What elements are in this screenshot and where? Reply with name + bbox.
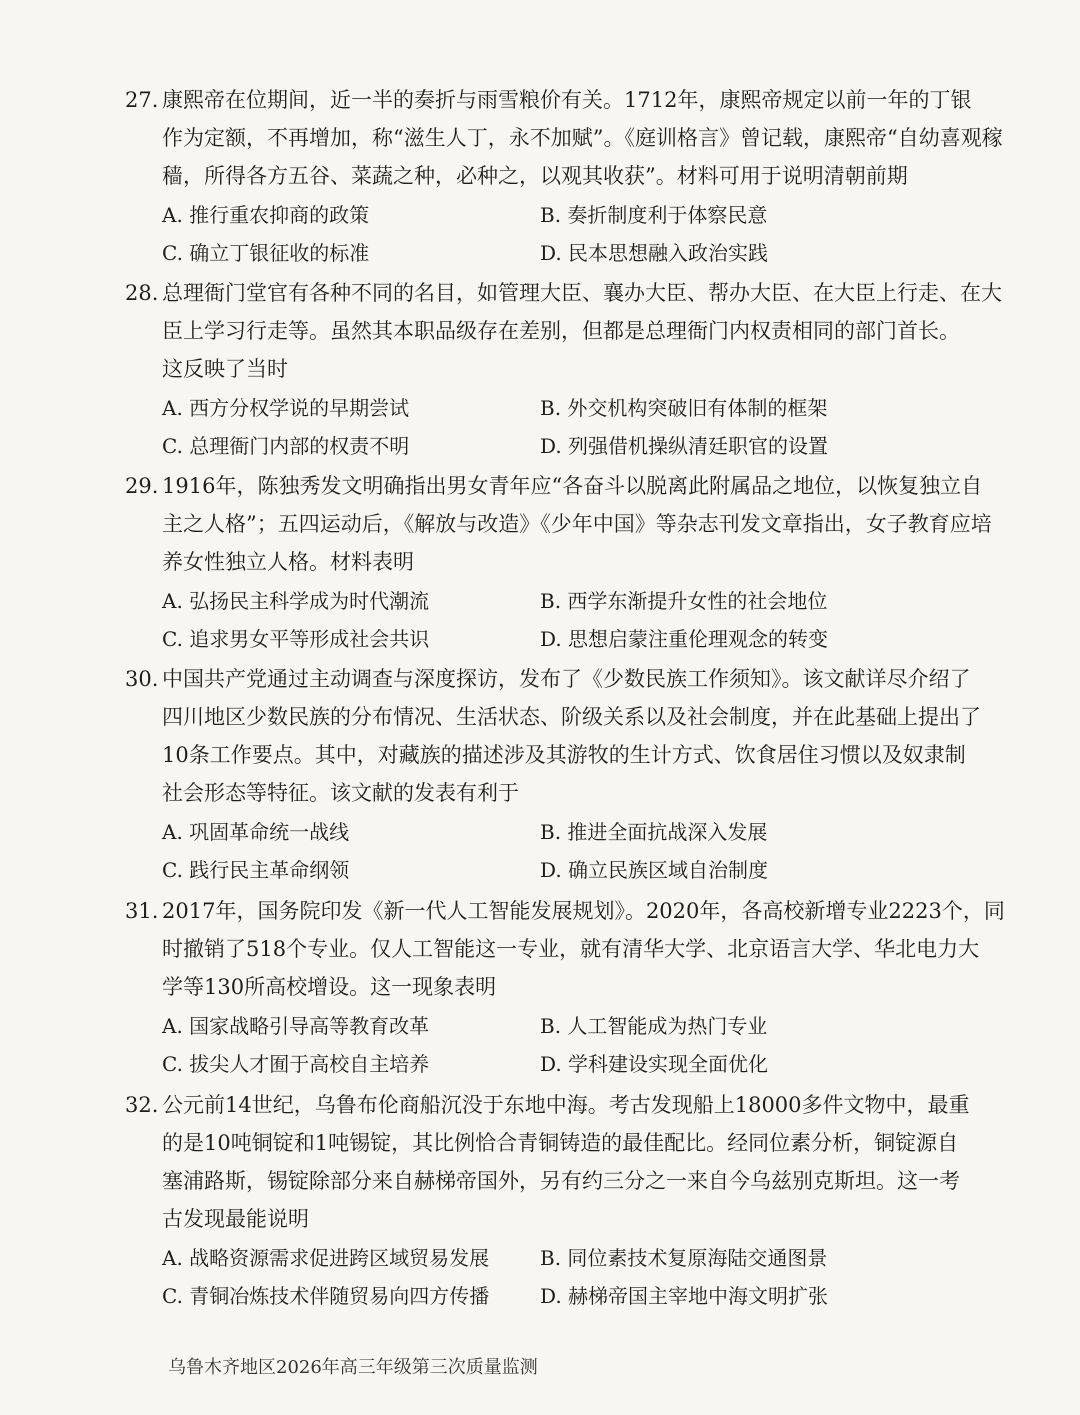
question-stem-line: 主之人格”；五四运动后，《解放与改造》《少年中国》等杂志刊发文章指出，女子教育应培 [162, 512, 992, 536]
question-stem-line: 2017年，国务院印发《新一代人工智能发展规划》。2020年，各高校新增专业2223个，同 [162, 899, 1005, 923]
option-a: A. 弘扬民主科学成为时代潮流 [162, 589, 430, 613]
option-a: A. 西方分权学说的早期尝试 [162, 396, 410, 420]
option-c: C. 确立丁银征收的标准 [162, 241, 370, 265]
option-d: D. 思想启蒙注重伦理观念的转变 [540, 627, 829, 651]
question-stem-line: 学等130所高校增设。这一现象表明 [162, 975, 497, 999]
option-d: D. 赫梯帝国主宰地中海文明扩张 [540, 1284, 829, 1308]
question-stem-line: 公元前14世纪，乌鲁布伦商船沉没于东地中海。考古发现船上18000多件文物中，最重 [162, 1093, 970, 1117]
question-stem-line: 时撤销了518个专业。仅人工智能这一专业，就有清华大学、北京语言大学、华北电力大 [162, 937, 980, 961]
question-stem-line: 塞浦路斯，锡锭除部分来自赫梯帝国外，另有约三分之一来自今乌兹别克斯坦。这一考 [162, 1169, 960, 1193]
question-stem-line: 作为定额，不再增加，称“滋生人丁，永不加赋”。《庭训格言》曾记载，康熙帝“自幼喜观稼 [162, 126, 1003, 150]
question-stem-line: 养女性独立人格。材料表明 [162, 550, 414, 574]
question-stem-line: 臣上学习行走等。虽然其本职品级存在差别，但都是总理衙门内权责相同的部门首长。 [162, 319, 960, 343]
question-number: 28. [125, 281, 159, 305]
question-stem-line: 这反映了当时 [162, 357, 288, 381]
question-stem-line: 古发现最能说明 [162, 1207, 309, 1231]
question-stem-line: 的是10吨铜锭和1吨锡锭，其比例恰合青铜铸造的最佳配比。经同位素分析，铜锭源自 [162, 1131, 959, 1155]
option-c: C. 追求男女平等形成社会共识 [162, 627, 430, 651]
question-number: 30. [125, 667, 159, 691]
option-d: D. 确立民族区域自治制度 [540, 858, 769, 882]
question-number: 32. [125, 1093, 159, 1117]
question-stem-line: 中国共产党通过主动调查与深度探访，发布了《少数民族工作须知》。该文献详尽介绍了 [162, 667, 971, 691]
option-d: D. 学科建设实现全面优化 [540, 1052, 769, 1076]
question-stem-line: 1916年，陈独秀发文明确指出男女青年应“各奋斗以脱离此附属品之地位，以恢复独立自 [162, 474, 983, 498]
option-b: B. 人工智能成为热门专业 [540, 1014, 768, 1038]
option-c: C. 拔尖人才囿于高校自主培养 [162, 1052, 430, 1076]
page-footer: 乌鲁木齐地区2026年高三年级第三次质量监测 [168, 1357, 538, 1378]
question-number: 29. [125, 474, 159, 498]
option-a: A. 巩固革命统一战线 [162, 820, 350, 844]
option-b: B. 西学东渐提升女性的社会地位 [540, 589, 828, 613]
question-stem-line: 10条工作要点。其中，对藏族的描述涉及其游牧的生计方式、饮食居住习惯以及奴隶制 [162, 743, 966, 767]
question-number: 27. [125, 88, 159, 112]
question-stem-line: 穑，所得各方五谷、菜蔬之种，必种之，以观其收获”。材料可用于说明清朝前期 [162, 164, 908, 188]
option-c: C. 总理衙门内部的权责不明 [162, 434, 410, 458]
question-stem-line: 康熙帝在位期间，近一半的奏折与雨雪粮价有关。1712年，康熙帝规定以前一年的丁银 [162, 88, 972, 112]
option-c: C. 青铜冶炼技术伴随贸易向四方传播 [162, 1284, 490, 1308]
option-b: B. 外交机构突破旧有体制的框架 [540, 396, 828, 420]
question-stem-line: 社会形态等特征。该文献的发表有利于 [162, 781, 519, 805]
option-a: A. 推行重农抑商的政策 [162, 203, 370, 227]
option-a: A. 国家战略引导高等教育改革 [162, 1014, 430, 1038]
option-c: C. 践行民主革命纲领 [162, 858, 350, 882]
question-number: 31. [125, 899, 159, 923]
option-d: D. 民本思想融入政治实践 [540, 241, 769, 265]
question-stem-line: 四川地区少数民族的分布情况、生活状态、阶级关系以及社会制度，并在此基础上提出了 [162, 705, 981, 729]
option-b: B. 同位素技术复原海陆交通图景 [540, 1246, 828, 1270]
question-stem-line: 总理衙门堂官有各种不同的名目，如管理大臣、襄办大臣、帮办大臣、在大臣上行走、在大 [162, 281, 1002, 305]
option-b: B. 推进全面抗战深入发展 [540, 820, 768, 844]
option-d: D. 列强借机操纵清廷职官的设置 [540, 434, 829, 458]
option-a: A. 战略资源需求促进跨区域贸易发展 [162, 1246, 490, 1270]
option-b: B. 奏折制度利于体察民意 [540, 203, 768, 227]
